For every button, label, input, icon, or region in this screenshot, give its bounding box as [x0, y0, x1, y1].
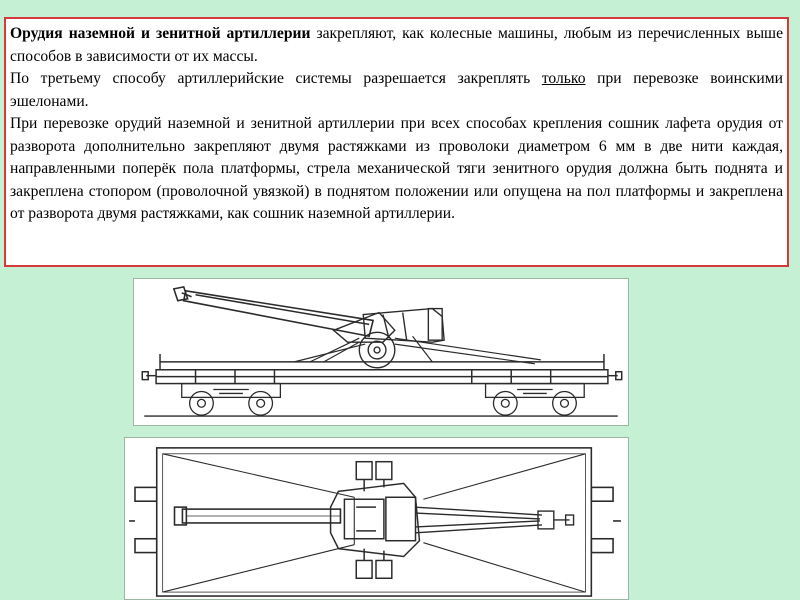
platform-outline	[129, 448, 621, 596]
gun-barrel	[174, 287, 373, 336]
paragraph-1-bold: Орудия наземной и зенитной артиллерии	[10, 25, 311, 42]
paragraph-2-underlined: только	[541, 70, 586, 87]
paragraph-2-tail: при перевозке воинскими эшелонами.	[10, 70, 783, 110]
paragraph-2	[10, 68, 783, 113]
gun-trails	[294, 336, 541, 364]
text-frame	[4, 17, 789, 267]
gun-barrel-top	[175, 507, 341, 525]
rear-bogie	[486, 384, 585, 416]
flatcar-top-view-drawing	[125, 438, 628, 599]
paragraph-3: При перевозке орудий наземной и зенитной артиллерии при всех способах крепления сошник лафета орудия от разворота дополнительно закрепляют двумя растяжками из проволоки диаметром 6 мм в две нити каждая, направленными поперёк пола платформы, стрела механической тяги зенитного орудия должна быть поднята и закреплена стопором (проволочной увязкой) в поднятом положении или опущена на пол платформы и закреплена от разворота двумя растяжками, как сошник наземной артиллерии.	[10, 115, 783, 222]
flatcar-top-view-figure	[124, 437, 629, 600]
flatcar-side-view-drawing	[134, 279, 628, 425]
gun-trails-top	[416, 507, 574, 533]
paragraph-2-lead: По третьему способу артиллерийские системы разрешается закреплять	[10, 70, 542, 87]
front-bogie	[182, 384, 281, 416]
paragraph-1-rest: закрепляют, как колесные машины, любым из перечисленных выше способов в зависимости от их массы.	[10, 25, 783, 65]
flatcar-side-view-figure	[133, 278, 629, 426]
platform-deck	[142, 354, 621, 384]
paragraph-1	[10, 23, 783, 68]
gun-carriage-top	[331, 462, 420, 579]
